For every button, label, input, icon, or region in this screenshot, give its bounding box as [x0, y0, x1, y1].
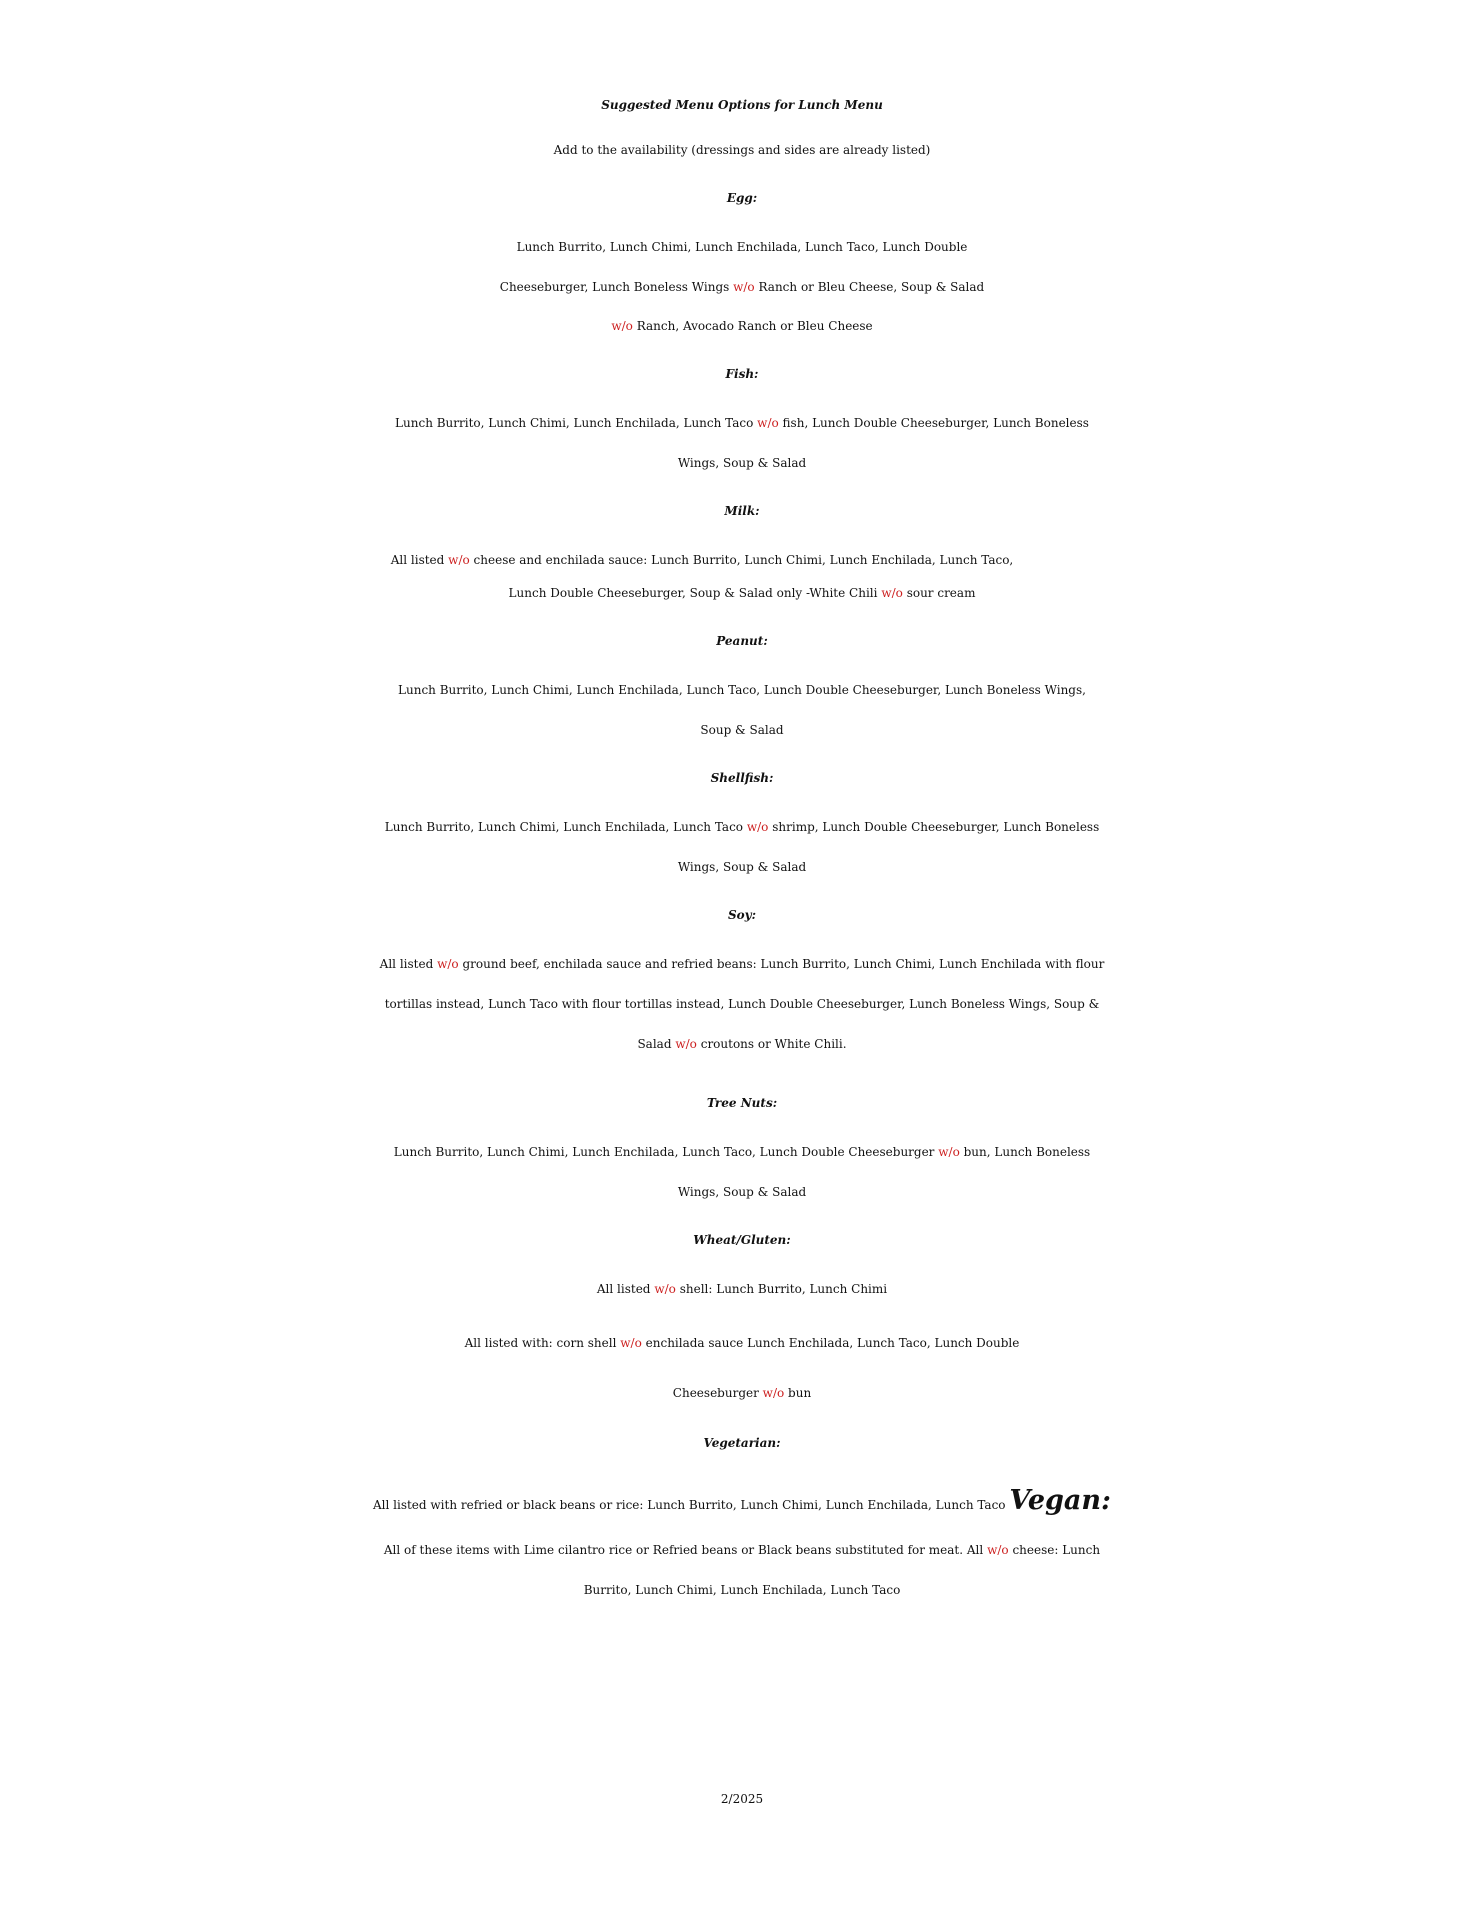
without-marker: w/o [654, 1282, 676, 1296]
without-marker: w/o [757, 416, 779, 430]
milk-line-1: All listed w/o cheese and enchilada sauce: Lunch Burrito, Lunch Chimi, Lunch Enchilada, Lunch Taco, [390, 553, 1014, 567]
wheat-line-3: Cheeseburger w/o bun [672, 1386, 812, 1400]
shellfish-line-1: Lunch Burrito, Lunch Chimi, Lunch Enchilada, Lunch Taco w/o shrimp, Lunch Double Cheeseburger, Lunch Boneless [384, 820, 1100, 834]
without-marker: w/o [881, 586, 903, 600]
peanut-line-1: Lunch Burrito, Lunch Chimi, Lunch Enchilada, Lunch Taco, Lunch Double Cheeseburger, Lunch Boneless Wings, [398, 683, 1086, 697]
without-marker: w/o [448, 553, 470, 567]
soy-line-2: tortillas instead, Lunch Taco with flour tortillas instead, Lunch Double Cheeseburger, Lunch Boneless Wings, Soup & [384, 997, 1100, 1011]
section-heading-shellfish: Shellfish: [710, 771, 774, 785]
section-heading-tree-nuts: Tree Nuts: [706, 1096, 778, 1110]
vegetarian-line-1: All listed with refried or black beans or rice: Lunch Burrito, Lunch Chimi, Lunch Enchilada, Lunch Taco Vegan: [372, 1485, 1111, 1516]
fish-line-2: Wings, Soup & Salad [677, 456, 807, 470]
without-marker: w/o [611, 319, 633, 333]
section-heading-wheat-gluten: Wheat/Gluten: [693, 1233, 791, 1247]
without-marker: w/o [762, 1386, 785, 1400]
tree-nuts-line-1: Lunch Burrito, Lunch Chimi, Lunch Enchilada, Lunch Taco, Lunch Double Cheeseburger w/o bun, Lunch Boneless [393, 1145, 1091, 1159]
without-marker: w/o [733, 280, 755, 294]
without-marker: w/o [746, 820, 769, 834]
peanut-line-2: Soup & Salad [700, 723, 784, 737]
section-heading-egg: Egg: [726, 191, 758, 205]
without-marker: w/o [437, 957, 459, 971]
page-title: Suggested Menu Options for Lunch Menu [601, 98, 883, 112]
section-heading-soy: Soy: [727, 908, 757, 922]
shellfish-line-2: Wings, Soup & Salad [677, 860, 807, 874]
vegan-line-1: All of these items with Lime cilantro rice or Refried beans or Black beans substituted for meat. All w/o cheese: Lunch [383, 1543, 1101, 1557]
without-marker: w/o [620, 1336, 642, 1350]
fish-line-1: Lunch Burrito, Lunch Chimi, Lunch Enchilada, Lunch Taco w/o fish, Lunch Double Cheeseburger, Lunch Boneless [395, 416, 1089, 430]
section-heading-vegan: Vegan: [1009, 1485, 1111, 1516]
section-heading-peanut: Peanut: [716, 634, 768, 648]
wheat-line-1: All listed w/o shell: Lunch Burrito, Lunch Chimi [596, 1282, 888, 1296]
without-marker: w/o [675, 1037, 697, 1051]
section-heading-milk: Milk: [724, 504, 760, 518]
vegan-line-2: Burrito, Lunch Chimi, Lunch Enchilada, Lunch Taco [583, 1583, 901, 1597]
footer-date: 2/2025 [720, 1792, 764, 1806]
soy-line-1: All listed w/o ground beef, enchilada sauce and refried beans: Lunch Burrito, Lunch Chimi, Lunch Enchilada with flour [379, 957, 1105, 971]
page-subtitle: Add to the availability (dressings and sides are already listed) [553, 143, 931, 157]
egg-line-2: Cheeseburger, Lunch Boneless Wings w/o Ranch or Bleu Cheese, Soup & Salad [499, 280, 985, 294]
egg-line-3: w/o Ranch, Avocado Ranch or Bleu Cheese [611, 319, 873, 333]
wheat-line-2: All listed with: corn shell w/o enchilada sauce Lunch Enchilada, Lunch Taco, Lunch Double [464, 1336, 1020, 1350]
milk-line-2: Lunch Double Cheeseburger, Soup & Salad only -White Chili w/o sour cream [508, 586, 976, 600]
section-heading-fish: Fish: [725, 367, 759, 381]
soy-line-3: Salad w/o croutons or White Chili. [637, 1037, 847, 1051]
without-marker: w/o [938, 1145, 960, 1159]
tree-nuts-line-2: Wings, Soup & Salad [677, 1185, 807, 1199]
section-heading-vegetarian: Vegetarian: [703, 1436, 781, 1450]
egg-line-1: Lunch Burrito, Lunch Chimi, Lunch Enchilada, Lunch Taco, Lunch Double [516, 240, 968, 254]
without-marker: w/o [987, 1543, 1009, 1557]
